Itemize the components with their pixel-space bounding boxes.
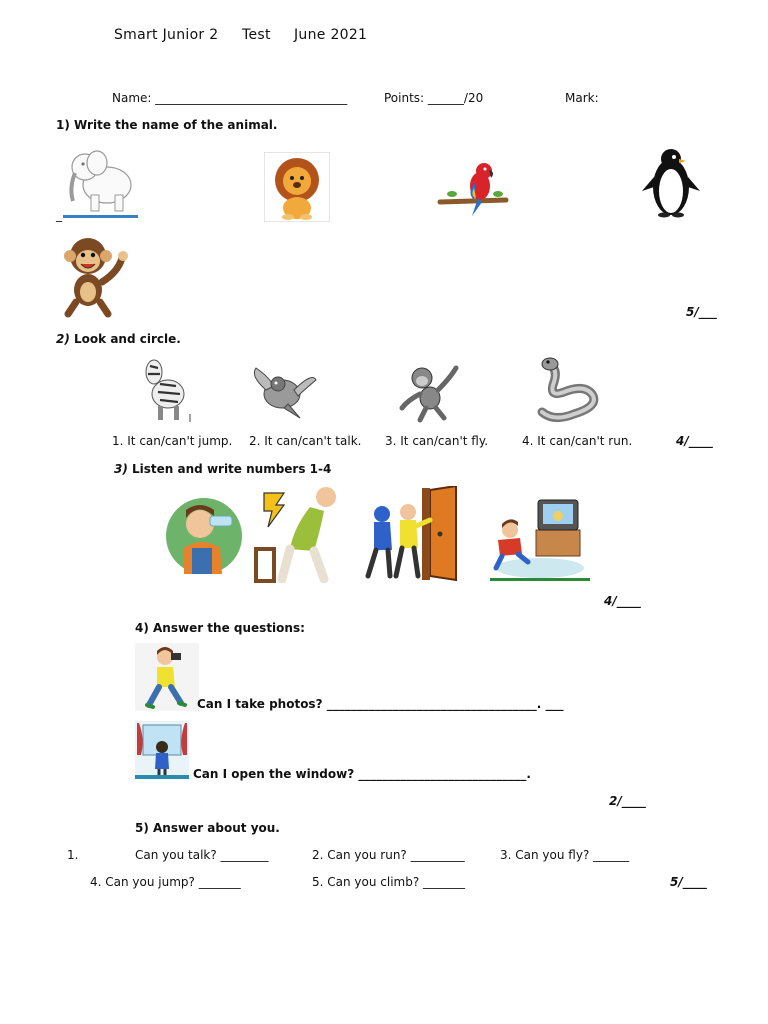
q2-item-3: 3. It can/can't fly.	[385, 434, 489, 448]
q5-item-jump[interactable]: 4. Can you jump? _______	[90, 875, 241, 889]
boy-drinking-picture	[158, 488, 250, 582]
q3-number: 3)	[114, 462, 128, 476]
test-date: June 2021	[294, 27, 368, 43]
test-title: Smart Junior 2	[114, 27, 219, 43]
q5-heading: 5) Answer about you.	[135, 821, 280, 835]
q1-heading	[56, 118, 277, 132]
parrot-picture	[436, 158, 536, 220]
q5-item-run[interactable]: 2. Can you run? _________	[312, 848, 465, 862]
mark-field: Mark:	[565, 91, 599, 105]
q1-title: Write the name of the animal.	[74, 118, 278, 132]
tv-picture	[488, 494, 592, 584]
q5-item-climb[interactable]: 5. Can you climb? _______	[312, 875, 466, 889]
gray-monkey-picture	[398, 360, 464, 424]
blank-mark: _	[56, 208, 62, 222]
lion-picture	[264, 152, 330, 222]
q2-score[interactable]: 4/____	[676, 434, 713, 448]
door-picture	[360, 486, 464, 584]
q2-title: Look and circle.	[74, 332, 181, 346]
q1-score[interactable]: 5/___	[686, 305, 717, 319]
q2-heading	[56, 332, 181, 346]
q1-number: 1)	[56, 118, 70, 132]
photo-boy-picture	[135, 643, 199, 711]
q3-title: Listen and write numbers 1-4	[132, 462, 332, 476]
points-field[interactable]: Points: ______/20	[384, 91, 484, 105]
bird-picture	[242, 362, 322, 422]
q4-score[interactable]: 2/____	[609, 794, 646, 808]
q5-item-talk[interactable]: Can you talk? ________	[135, 848, 269, 862]
penguin-picture	[640, 147, 702, 219]
q3-heading	[114, 462, 331, 476]
test-label: Test	[242, 27, 271, 43]
q5-score[interactable]: 5/____	[670, 875, 707, 889]
q3-score[interactable]: 4/____	[604, 594, 641, 608]
sitting-picture	[254, 487, 348, 583]
q4-question-2[interactable]: Can I open the window? ____________________________.	[193, 767, 531, 781]
q4-heading: 4) Answer the questions:	[135, 621, 305, 635]
snake-picture	[534, 356, 608, 424]
q2-number: 2)	[56, 332, 70, 346]
zebra-picture	[140, 356, 194, 424]
q2-item-4: 4. It can/can't run.	[522, 434, 633, 448]
q2-item-2: 2. It can/can't talk.	[249, 434, 362, 448]
q4-question-1[interactable]: Can I take photos? ___________________________________. ___	[197, 697, 564, 711]
monkey-picture	[56, 232, 130, 318]
q5-row-number: 1.	[67, 848, 79, 862]
name-field[interactable]: Name: ________________________________	[112, 91, 348, 105]
window-picture	[135, 721, 189, 779]
q5-item-fly[interactable]: 3. Can you fly? ______	[500, 848, 630, 862]
elephant-picture	[63, 143, 138, 221]
q2-item-1: 1. It can/can't jump.	[112, 434, 233, 448]
